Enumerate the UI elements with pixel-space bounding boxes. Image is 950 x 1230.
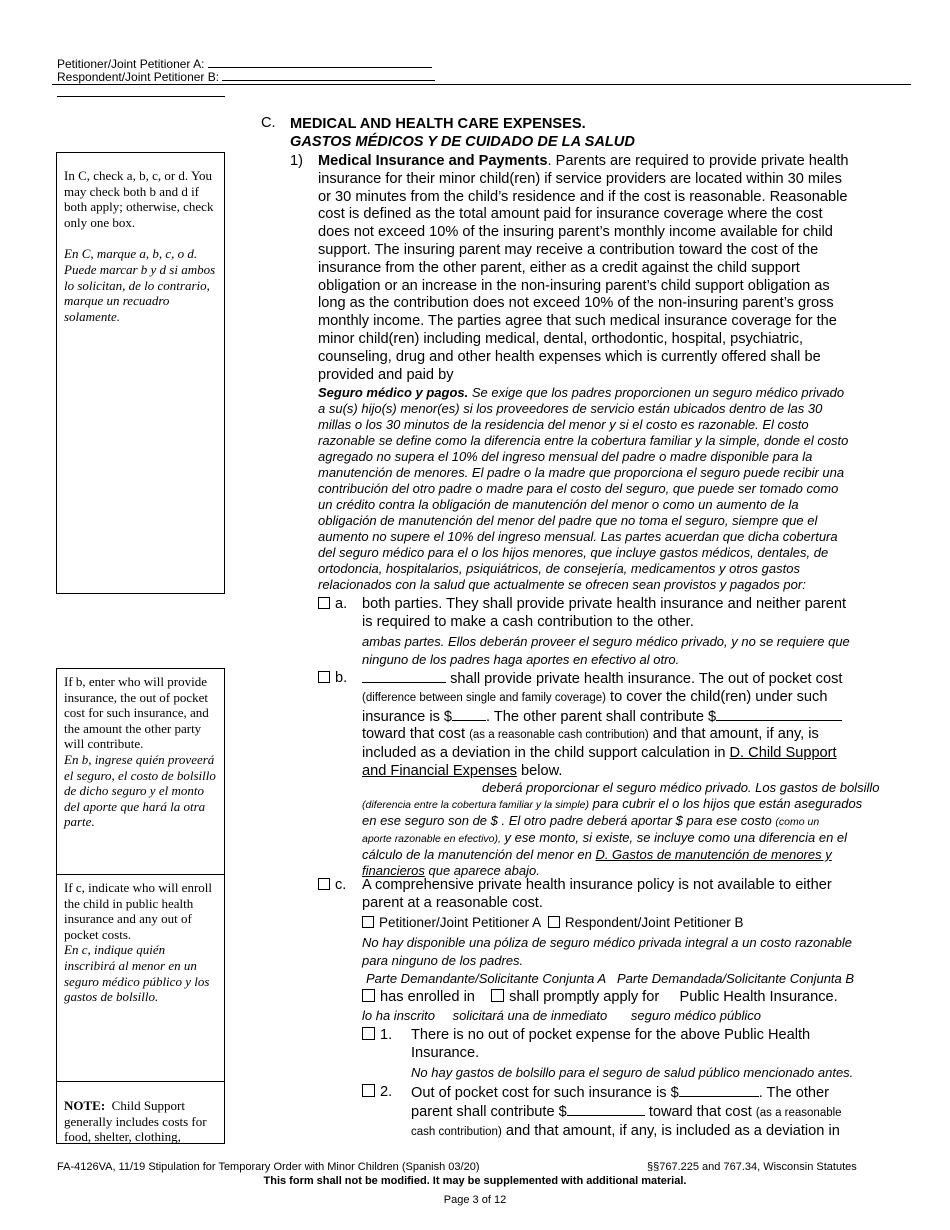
- item1-es-line: ortodoncia, hospitalarios, psiquiátricos, de consejería, medicamentos y otros gastos: [318, 561, 800, 576]
- item1-line: . Parents are required to provide private health: [547, 153, 849, 169]
- option-b-checkbox[interactable]: [318, 671, 330, 683]
- option-b-es-small: (como un: [775, 816, 820, 828]
- apply-label: shall promptly apply for: [509, 989, 660, 1005]
- option-b-es-small: (diferencia entre la cobertura familiar y la simple): [362, 799, 590, 811]
- item1-es-line: del seguro médico para el o los hijos menores, que incluye gastos médicos, dentales, de: [318, 545, 829, 560]
- option-a-es-line: ambas partes. Ellos deberán proveer el seguro médico privado, y no se requiere que: [362, 634, 850, 649]
- item1-line: obligation or an increase in the non-insuring parent’s child support obligation as: [318, 277, 830, 294]
- option-b-text: [362, 670, 842, 781]
- sub2-line: toward that cost: [644, 1103, 756, 1120]
- public-insurance-label: Public Health Insurance.: [679, 989, 838, 1005]
- sidebar-box-note: [56, 1081, 225, 1144]
- sub2-small: (as a reasonable: [755, 1106, 842, 1119]
- sub1-text: [411, 1027, 810, 1063]
- option-c-party-row: [362, 915, 744, 930]
- item1-line: or 30 minutes from the child’s residence and if the cost is reasonable. Reasonable: [318, 188, 848, 205]
- option-b-small: (difference between single and family coverage): [362, 691, 606, 704]
- public-cost-blank[interactable]: [679, 1084, 759, 1097]
- option-b-line: toward that cost: [362, 726, 470, 743]
- enrolled-label: has enrolled in: [380, 989, 475, 1005]
- item1-line: insurance from the other parent, either as a credit against the child support: [318, 259, 800, 276]
- option-b-es-small: aporte razonable en efectivo),: [362, 833, 501, 845]
- es-apply: solicitará una de inmediato: [452, 1008, 608, 1023]
- option-b-es-line: en ese seguro son de $ . El otro padre deberá aportar $ para ese costo: [362, 813, 776, 828]
- item1-line: provided and paid by: [318, 366, 454, 383]
- item1-es-line: obligación de manutención del menor del padre que no toma el seguro, siempre que el: [318, 513, 818, 528]
- sub1-line: There is no out of pocket expense for the above Public Health: [411, 1027, 811, 1043]
- sub1-spanish: No hay gastos de bolsillo para el seguro de salud público mencionado antes.: [411, 1065, 854, 1080]
- item1-es-line: relacionados con la salud que actualmente se ofrecen sean provistos y pagados por:: [318, 577, 806, 592]
- respondent-label: Respondent/Joint Petitioner B:: [57, 70, 220, 84]
- option-b-letter: b.: [335, 670, 348, 686]
- item1-number: 1): [290, 153, 303, 169]
- option-a-checkbox-row: [318, 596, 347, 614]
- insuring-party-blank[interactable]: [362, 670, 446, 683]
- item1-es-line: a su(s) hijo(s) menor(es) si los proveedores de servicio están ubicados dentro de las 30: [318, 401, 823, 416]
- option-c-es-line: No hay disponible una póliza de seguro médico privada integral a un costo razonable: [362, 935, 852, 950]
- option-a-checkbox[interactable]: [318, 597, 330, 609]
- option-b-line: below.: [516, 762, 563, 779]
- item1-spanish-paragraph: [318, 385, 848, 593]
- item1-es-line: agregado no supera el 10% del ingreso mensual del padre o madre disponible para la: [318, 449, 813, 464]
- footer-form-id: FA-4126VA, 11/19 Stipulation for Temporary Order with Minor Children (Spanish 03/20): [57, 1161, 480, 1173]
- sub1-checkbox-row: [362, 1027, 392, 1045]
- party-b-label: Respondent/Joint Petitioner B: [564, 915, 744, 930]
- item1-heading: Medical Insurance and Payments: [318, 153, 548, 169]
- item1-line: cost is defined as the total amount paid for insurance coverage where the cost: [318, 206, 823, 223]
- item1-paragraph: [318, 153, 918, 384]
- enrollment-spanish-row: [362, 1008, 761, 1024]
- option-a-spanish: [362, 633, 850, 669]
- item1-line: monthly income. The parties agree that such medical insurance coverage for the: [318, 313, 837, 330]
- sub1-checkbox[interactable]: [362, 1027, 375, 1040]
- option-b-line: shall provide private health insurance. The out of pocket cost: [450, 671, 843, 687]
- option-b-es-line: para cubrir el o los hijos que están asegurados: [589, 796, 863, 811]
- es-public: seguro médico público: [630, 1008, 761, 1023]
- header-rule: [52, 84, 911, 85]
- case-number-rule[interactable]: [57, 96, 225, 97]
- option-c-checkbox-row: [318, 877, 346, 895]
- sidebar-box3-es: En c, indique quién inscribirá al menor en un seguro médico público y los gastos de bolsillo.: [64, 942, 210, 1005]
- out-of-pocket-blank[interactable]: [452, 708, 486, 721]
- petitioner-label: Petitioner/Joint Petitioner A:: [57, 57, 205, 71]
- respondent-blank[interactable]: [222, 69, 435, 81]
- option-b-line: to cover the child(ren) under such: [605, 688, 828, 705]
- item1-es-line: razonable se define como la diferencia entre la cobertura familiar y la simple, donde el costo: [318, 433, 849, 448]
- section-title-es: GASTOS MÉDICOS Y DE CUIDADO DE LA SALUD: [290, 134, 635, 150]
- es-party-b: Parte Demandada/Solicitante Conjunta B: [617, 971, 855, 986]
- sub2-line: parent shall contribute $: [411, 1103, 567, 1120]
- footer-statutes: §§767.225 and 767.34, Wisconsin Statutes: [647, 1161, 857, 1173]
- enrolled-checkbox[interactable]: [362, 989, 375, 1002]
- item1-line: support. The insuring parent may receive a contribution toward the cost of the: [318, 241, 819, 258]
- sidebar-box-instructions: [56, 152, 225, 594]
- sub2-checkbox-row: [362, 1084, 392, 1102]
- petitioner-blank[interactable]: [208, 56, 432, 68]
- section-title-en: MEDICAL AND HEALTH CARE EXPENSES.: [290, 116, 586, 132]
- sidebar-box-option-c: [56, 874, 225, 1082]
- option-b-line: and that amount, if any, is: [648, 726, 819, 743]
- enrollment-row: [362, 989, 838, 1007]
- footer-page-number: Page 3 of 12: [443, 1194, 507, 1206]
- option-b-line: included as a deviation in the child support calculation in: [362, 745, 730, 762]
- section-letter: C.: [261, 115, 276, 131]
- es-child-support-link[interactable]: D. Gastos de manutención de menores y: [595, 847, 832, 862]
- item1-es-heading: Seguro médico y pagos.: [318, 385, 469, 400]
- item1-es-line: millas o los 30 minutos de la residencia del menor y si el costo es razonable. El costo: [318, 417, 809, 432]
- item1-es-line: aumento no supere el 10% del ingreso mensual. Las partes acuerdan que dicha cobertura: [318, 529, 838, 544]
- es-financial-link[interactable]: financieros: [362, 863, 425, 878]
- option-c-spanish: [362, 934, 852, 970]
- child-support-section-link[interactable]: D. Child Support: [729, 745, 837, 762]
- apply-checkbox[interactable]: [491, 989, 504, 1002]
- option-c-es-line: para ninguno de los padres.: [362, 953, 524, 968]
- option-a-letter: a.: [335, 596, 348, 612]
- option-b-small: (as a reasonable cash contribution): [469, 729, 649, 742]
- option-b-es-line: y ese monto, si existe, se incluye como una diferencia en el: [500, 830, 848, 845]
- contribution-blank[interactable]: [716, 708, 842, 721]
- option-c-line: A comprehensive private health insurance policy is not available to either: [362, 877, 832, 893]
- es-enrolled: lo ha inscrito: [362, 1008, 435, 1023]
- note-text: Child Support generally includes costs for food, shelter, clothing,: [64, 1098, 207, 1145]
- option-c-line: parent at a reasonable cost.: [362, 894, 543, 911]
- party-b-checkbox[interactable]: [548, 916, 560, 928]
- party-a-label: Petitioner/Joint Petitioner A: [379, 915, 541, 930]
- sidebar-box-option-b: [56, 668, 225, 875]
- sub2-line: Out of pocket cost for such insurance is $: [411, 1085, 679, 1101]
- option-a-line: is required to make a cash contribution to the other.: [362, 613, 694, 630]
- option-b-es-line: que aparece abajo.: [424, 863, 540, 878]
- item1-line: counseling, drug and other health expenses which is currently offered shall be: [318, 348, 821, 365]
- option-b-line: . The other parent shall contribute $: [486, 708, 717, 725]
- sub1-number: 1.: [380, 1027, 393, 1043]
- sidebar-box2-es: En b, ingrese quién proveerá el seguro, el costo de bolsillo de dicho seguro y el monto del aporte que hará la otra parte.: [64, 751, 216, 830]
- sub2-text: [411, 1084, 842, 1141]
- financial-expenses-link[interactable]: and Financial Expenses: [362, 762, 517, 779]
- es-party-a: Parte Demandante/Solicitante Conjunta A: [366, 971, 607, 986]
- item1-es-line: contribución del otro padre o madre para el costo del seguro, que puede ser tomado como: [318, 481, 839, 496]
- option-b-es-line: deberá proporcionar el seguro médico privado. Los gastos de bolsillo: [482, 780, 880, 795]
- note-label: NOTE:: [64, 1098, 106, 1113]
- option-c-text: [362, 877, 832, 913]
- sidebar-box1-en: In C, check a, b, c, or d. You may check both b and d if both apply; otherwise, check only one box.: [64, 168, 214, 230]
- option-b-line: insurance is $: [362, 708, 453, 725]
- option-a-line: both parties. They shall provide private health insurance and neither parent: [362, 596, 847, 612]
- footer-notice: This form shall not be modified. It may be supplemented with additional material.: [263, 1175, 687, 1187]
- item1-es-line: un crédito contra la obligación de manutención del menor o como un aumento de la: [318, 497, 799, 512]
- respondent-line: [57, 69, 435, 84]
- item1-line: does not exceed 10% of the insuring parent’s monthly income available for child: [318, 224, 833, 241]
- option-b-checkbox-row: [318, 670, 347, 688]
- sidebar-box3-en: If c, indicate who will enroll the child in public health insurance and any out of pocket costs.: [64, 880, 213, 942]
- option-c-checkbox[interactable]: [318, 878, 330, 890]
- sub2-checkbox[interactable]: [362, 1084, 375, 1097]
- item1-es-line: Se exige que los padres proporcionen un seguro médico privado: [468, 385, 845, 400]
- item1-line: minor child(ren) including medical, dental, orthodontic, hospital, psychiatric,: [318, 330, 804, 347]
- sidebar-box2-en: If b, enter who will provide insurance, the out of pocket cost for such insurance, and the amount the other party will contribute.: [64, 674, 209, 752]
- party-a-checkbox[interactable]: [362, 916, 374, 928]
- item1-es-line: manutención de menores. El padre o la madre que proporciona el seguro puede recibir una: [318, 465, 845, 480]
- option-b-spanish: [362, 780, 879, 879]
- option-c-spanish-parties: [366, 971, 854, 987]
- sidebar-box1-es: En C, marque a, b, c, o d. Puede marcar b y d si ambos lo solicitan, de lo contrario, marque un recuadro solamente.: [64, 246, 216, 324]
- sub2-number: 2.: [380, 1084, 393, 1100]
- public-contribution-blank[interactable]: [567, 1103, 645, 1116]
- sub2-line: . The other: [758, 1085, 829, 1101]
- option-c-letter: c.: [335, 877, 347, 893]
- item1-line: long as the contribution does not exceed 10% of the non-insuring parent’s gross: [318, 295, 834, 312]
- sub2-line: and that amount, if any, is included as a deviation in: [501, 1122, 840, 1139]
- option-a-es-line: ninguno de los padres haga aportes en efectivo al otro.: [362, 652, 680, 667]
- sub2-small: cash contribution): [411, 1125, 502, 1138]
- sub1-line: Insurance.: [411, 1044, 480, 1061]
- item1-line: insurance for their minor child(ren) if service providers are located within 30 miles: [318, 170, 842, 187]
- option-b-es-line: cálculo de la manutención del menor en: [362, 847, 596, 862]
- option-a-text: [362, 596, 846, 632]
